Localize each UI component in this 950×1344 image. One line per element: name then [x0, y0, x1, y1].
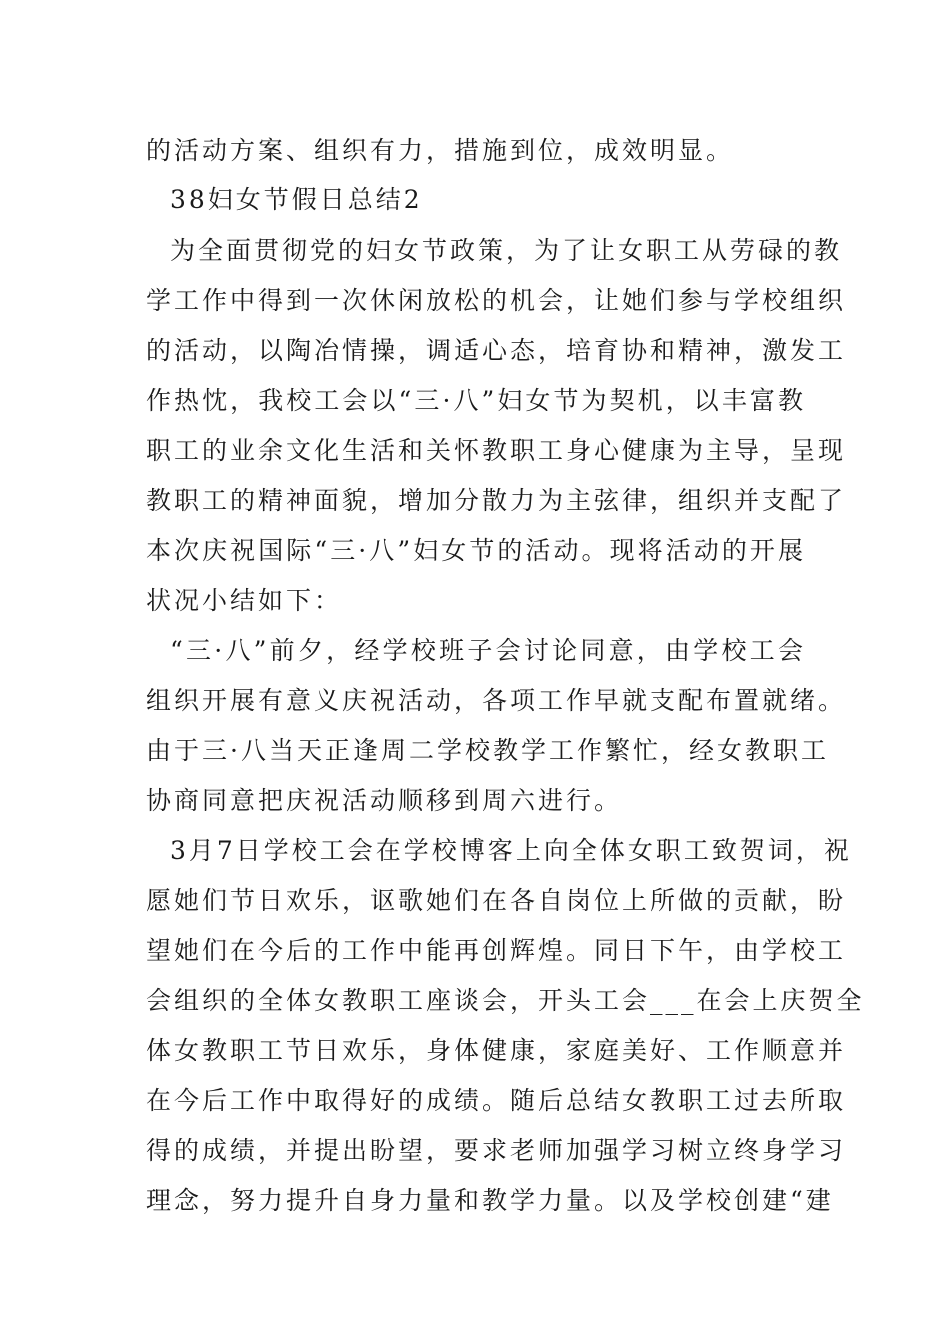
paragraph-line: 3月7日学校工会在学校博客上向全体女职工致贺词，祝 [170, 836, 852, 865]
paragraph-line: 会组织的全体女教职工座谈会，开头工会___在会上庆贺全 [146, 986, 865, 1015]
paragraph-line: “三·八”前夕，经学校班子会讨论同意，由学校工会 [170, 636, 806, 665]
paragraph-line: 的活动，以陶冶情操，调适心态，培育协和精神，激发工 [146, 336, 847, 365]
paragraph-line: 教职工的精神面貌，增加分散力为主弦律，组织并支配了 [146, 486, 847, 515]
paragraph-line: 为全面贯彻党的妇女节政策，为了让女职工从劳碌的教 [170, 236, 843, 265]
paragraph-line: 愿她们节日欢乐，讴歌她们在各自岗位上所做的贡献，盼 [146, 886, 847, 915]
paragraph-line: 本次庆祝国际“三·八”妇女节的活动。现将活动的开展 [146, 536, 806, 565]
paragraph-line: 组织开展有意义庆祝活动，各项工作早就支配布置就绪。 [146, 686, 847, 715]
paragraph-line: 职工的业余文化生活和关怀教职工身心健康为主导，呈现 [146, 436, 847, 465]
paragraph-line: 作热忱，我校工会以“三·八”妇女节为契机，以丰富教 [146, 386, 806, 415]
paragraph-line: 协商同意把庆祝活动顺移到周六进行。 [146, 786, 623, 815]
paragraph-line: 的活动方案、组织有力，措施到位，成效明显。 [146, 136, 735, 165]
paragraph-line: 理念，努力提升自身力量和教学力量。以及学校创建“建 [146, 1186, 834, 1215]
paragraph-line: 体女教职工节日欢乐，身体健康，家庭美好、工作顺意并 [146, 1036, 847, 1065]
paragraph-line: 状况小结如下： [146, 586, 343, 615]
paragraph-line: 得的成绩，并提出盼望，要求老师加强学习树立终身学习 [146, 1136, 847, 1165]
paragraph-line: 在今后工作中取得好的成绩。随后总结女教职工过去所取 [146, 1086, 847, 1115]
paragraph-line: 由于三·八当天正逢周二学校教学工作繁忙，经女教职工 [146, 736, 829, 765]
paragraph-line: 学工作中得到一次休闲放松的机会，让她们参与学校组织 [146, 286, 847, 315]
paragraph-line: 望她们在今后的工作中能再创辉煌。同日下午，由学校工 [146, 936, 847, 965]
section-heading: 38妇女节假日总结2 [170, 185, 423, 214]
